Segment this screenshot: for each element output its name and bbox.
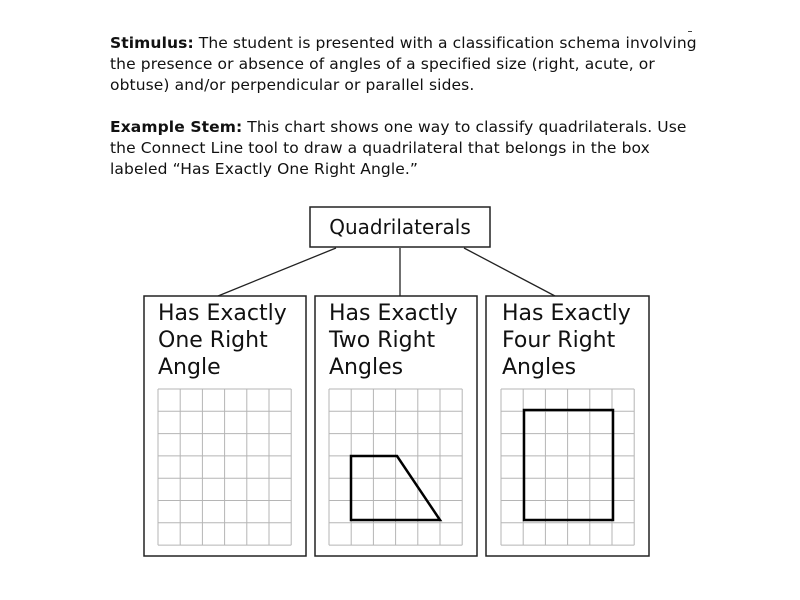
stem-text: This chart shows one way to classify quadrilaterals. Use the Connect Line tool to draw a quadrilateral that belongs in the box labeled “Has Exactly One Right Angle.” <box>110 118 687 178</box>
stimulus-text: The student is presented with a classification schema involving the presence or absence of angles of a specified size (right, acute, or obtuse) and/or perpendicular or parallel sides. <box>110 34 697 94</box>
category-title-two-right-angles: Has Exactly Two Right Angles <box>329 301 458 380</box>
stem-label: Example Stem: <box>110 118 243 136</box>
category-title-four-right-angles: Has Exactly Four Right Angles <box>502 301 631 380</box>
connector-line-right <box>464 248 555 296</box>
root-box-label: Quadrilaterals <box>329 215 471 239</box>
stimulus-label: Stimulus: <box>110 34 194 52</box>
category-title-one-right-angle: Has Exactly One Right Angle <box>158 301 287 380</box>
connector-line-left <box>218 248 336 296</box>
